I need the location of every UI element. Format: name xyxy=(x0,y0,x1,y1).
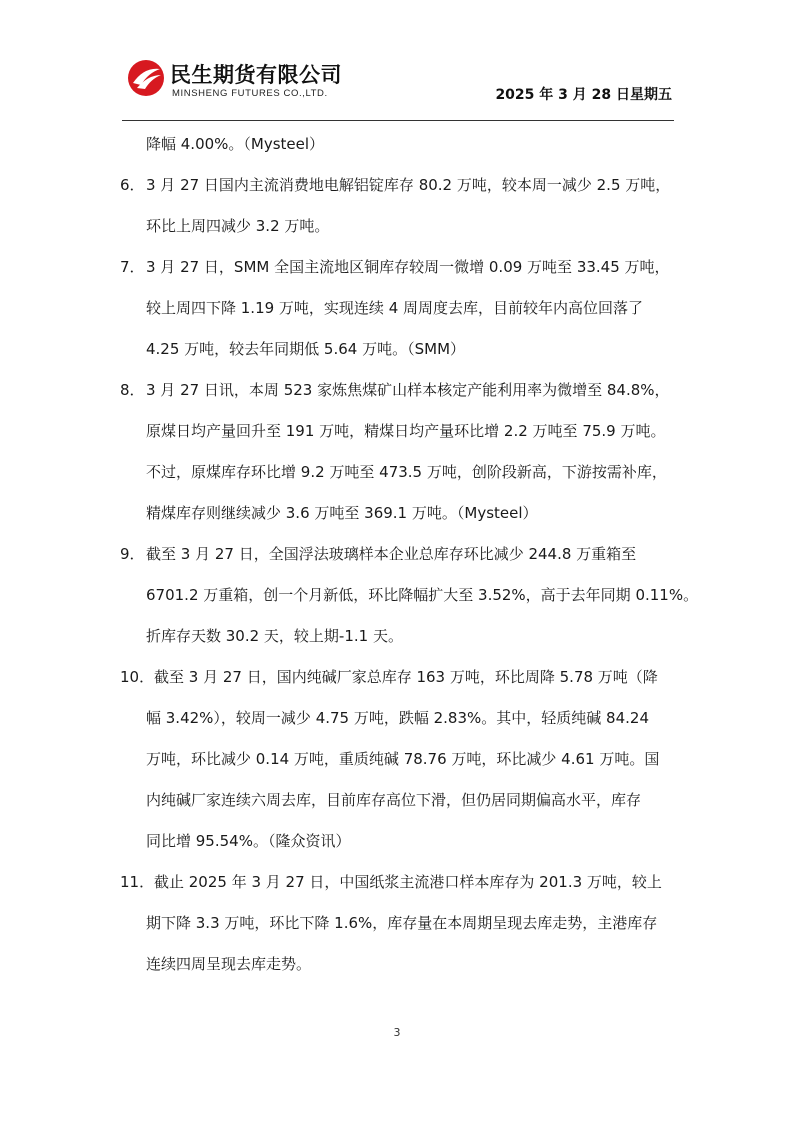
news-item-6 xyxy=(120,165,680,247)
text-line: 截止 2025 年 3 月 27 日，中国纸浆主流港口样本库存为 201.3 万吨，较上 xyxy=(154,873,662,891)
news-item-10 xyxy=(120,657,680,862)
text-line: 3 月 27 日讯，本周 523 家炼焦煤矿山样本核定产能利用率为微增至 84.8%， xyxy=(146,381,670,399)
item-number: 8． xyxy=(120,381,145,399)
minsheng-logo-icon xyxy=(126,58,166,98)
text-line: 期下降 3.3 万吨，环比下降 1.6%，库存量在本周期呈现去库走势，主港库存 xyxy=(146,914,658,932)
item-number: 6． xyxy=(120,176,145,194)
report-date: 2025 年 3 月 28 日星期五 xyxy=(495,87,672,103)
text-line: 3 月 27 日，SMM 全国主流地区铜库存较周一微增 0.09 万吨至 33.45 万吨， xyxy=(146,258,670,276)
item-number: 9． xyxy=(120,545,145,563)
page-header xyxy=(122,54,674,121)
text-line: 内纯碱厂家连续六周去库，目前库存高位下滑，但仍居同期偏高水平，库存 xyxy=(146,791,642,809)
text-line: 不过，原煤库存环比增 9.2 万吨至 473.5 万吨，创阶段新高，下游按需补库， xyxy=(146,463,667,481)
text-line: 截至 3 月 27 日，全国浮法玻璃样本企业总库存环比减少 244.8 万重箱至 xyxy=(146,545,637,563)
text-line: 原煤日均产量回升至 191 万吨，精煤日均产量环比增 2.2 万吨至 75.9 万吨。 xyxy=(146,422,666,440)
logo-english-name: MINSHENG FUTURES CO.,LTD. xyxy=(172,88,328,99)
text-line: 万吨，环比减少 0.14 万吨，重质纯碱 78.76 万吨，环比减少 4.61 万吨。国 xyxy=(146,750,660,768)
news-list xyxy=(120,124,699,985)
text-line: 同比增 95.54%。（隆众资讯） xyxy=(146,832,351,850)
company-logo xyxy=(126,58,366,102)
text-line: 较上周四下降 1.19 万吨，实现连续 4 周周度去库，目前较年内高位回落了 xyxy=(146,299,644,317)
news-item-7 xyxy=(120,247,680,370)
item-number: 7． xyxy=(120,258,145,276)
news-item-continued xyxy=(120,124,680,165)
news-item-11 xyxy=(120,862,680,985)
text-line: 6701.2 万重箱，创一个月新低，环比降幅扩大至 3.52%，高于去年同期 0.11%。 xyxy=(146,586,699,604)
text-line: 环比上周四减少 3.2 万吨。 xyxy=(146,217,330,235)
page-number: 3 xyxy=(393,1026,401,1039)
text-line: 精煤库存则继续减少 3.6 万吨至 369.1 万吨。（Mysteel） xyxy=(146,504,538,522)
text-line: 3 月 27 日国内主流消费地电解铝锭库存 80.2 万吨，较本周一减少 2.5 万吨， xyxy=(146,176,671,194)
text-line: 4.25 万吨，较去年同期低 5.64 万吨。（SMM） xyxy=(146,340,466,358)
text-line: 降幅 4.00%。（Mysteel） xyxy=(146,135,325,153)
text-line: 截至 3 月 27 日，国内纯碱厂家总库存 163 万吨，环比周降 5.78 万吨（降 xyxy=(154,668,658,686)
item-number: 10． xyxy=(120,668,155,686)
text-line: 连续四周呈现去库走势。 xyxy=(146,955,312,973)
text-line: 折库存天数 30.2 天，较上期-1.1 天。 xyxy=(146,627,403,645)
item-number: 11． xyxy=(120,873,155,891)
news-item-9 xyxy=(120,534,699,657)
text-line: 幅 3.42%），较周一减少 4.75 万吨，跌幅 2.83%。其中，轻质纯碱 84.24 xyxy=(146,709,649,727)
news-item-8 xyxy=(120,370,680,534)
logo-chinese-name: 民生期货有限公司 xyxy=(170,63,342,87)
